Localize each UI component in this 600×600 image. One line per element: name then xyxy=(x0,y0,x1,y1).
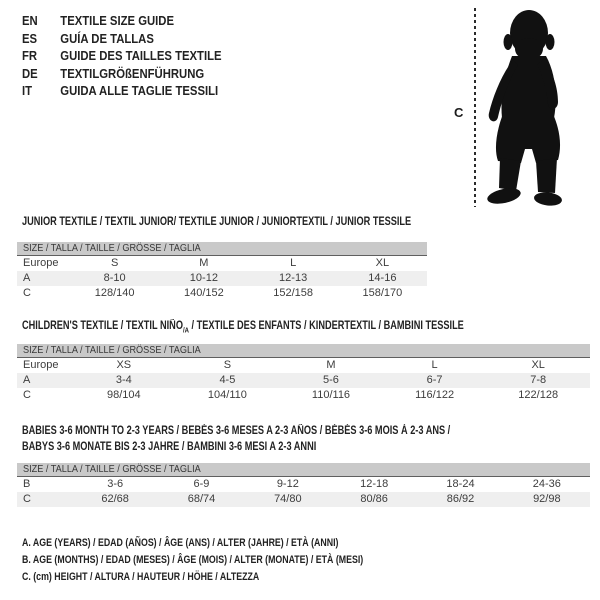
size-cell: 12-13 xyxy=(279,272,308,284)
size-cell: 3-4 xyxy=(115,374,132,386)
junior-size-header-bar xyxy=(17,242,427,256)
children-section-title-text xyxy=(22,320,464,334)
size-cell: 8-10 xyxy=(103,272,126,284)
row-label: C xyxy=(23,493,31,505)
table-row-height xyxy=(17,286,427,301)
table-row-height xyxy=(17,388,590,403)
size-cell: 3-6 xyxy=(107,478,124,490)
title-subscript: /A xyxy=(182,325,189,335)
language-code: IT xyxy=(22,83,33,98)
title-pre: CHILDREN'S TEXTILE / TEXTIL NIÑO xyxy=(22,320,183,332)
table-row-europe xyxy=(17,358,590,373)
size-cell: 6-7 xyxy=(426,374,443,386)
legend-line-b: B. AGE (MONTHS) / EDAD (MESES) / ÂGE (MOIS) / ALTER (MONATE) / ETÀ (MESI) xyxy=(22,554,364,567)
size-cell: 158/170 xyxy=(362,287,403,299)
size-cell: 80/86 xyxy=(360,493,388,505)
size-cell: 9-12 xyxy=(276,478,299,490)
legend-line-a: A. AGE (YEARS) / EDAD (AÑOS) / ÂGE (ANS) / ALTER (JAHRE) / ETÀ (ANNI) xyxy=(22,537,339,549)
language-code: DE xyxy=(22,65,38,81)
title-post: / TEXTILE DES ENFANTS / KINDERTEXTIL / BAMBINI TESSILE xyxy=(188,320,464,332)
size-cell: 122/128 xyxy=(518,389,559,401)
size-cell: 74/80 xyxy=(274,493,302,505)
size-cell: 110/116 xyxy=(311,389,351,401)
row-label: B xyxy=(23,478,31,490)
size-cell: 10-12 xyxy=(189,272,218,284)
legend xyxy=(22,535,449,587)
table-row-age xyxy=(17,373,590,388)
size-cell: 24-36 xyxy=(532,478,561,490)
babies-size-table xyxy=(17,463,590,507)
language-title: TEXTILGRÖßENFÜHRUNG xyxy=(60,65,205,81)
size-cell: 92/98 xyxy=(533,493,561,505)
size-cell: 18-24 xyxy=(446,478,475,490)
babies-title-line1: BABIES 3-6 MONTH TO 2-3 YEARS / BEBÉS 3-6 MESES A 2-3 AÑOS / BÉBÉS 3-6 MOIS À 2-3 ANS / xyxy=(22,425,451,437)
junior-section-title-text: JUNIOR TEXTILE / TEXTIL JUNIOR/ TEXTILE JUNIOR / JUNIORTEXTIL / JUNIOR TESSILE xyxy=(22,216,412,228)
language-row-de xyxy=(22,65,222,83)
language-code: EN xyxy=(22,13,38,28)
size-header-label: SIZE / TALLA / TAILLE / GRÖSSE / TAGLIA xyxy=(23,242,201,254)
size-cell: 6-9 xyxy=(193,478,210,490)
row-label: A xyxy=(23,272,31,284)
size-cell: M xyxy=(326,359,336,371)
language-row-fr xyxy=(22,47,222,65)
language-row-it xyxy=(22,82,222,100)
size-cell: S xyxy=(110,257,119,269)
row-label: Europe xyxy=(23,359,59,371)
language-list xyxy=(22,12,251,100)
size-cell: XL xyxy=(531,359,545,371)
size-cell: 104/110 xyxy=(207,389,247,401)
language-title: GUIDA ALLE TAGLIE TESSILI xyxy=(60,83,219,98)
table-row-height xyxy=(17,492,590,507)
language-row-en xyxy=(22,12,222,30)
junior-section-title xyxy=(22,216,508,228)
size-cell: 12-18 xyxy=(360,478,389,490)
language-title: GUÍA DE TALLAS xyxy=(60,30,154,46)
size-cell: 14-16 xyxy=(368,272,397,284)
height-marker-label: C xyxy=(454,105,464,120)
language-title: GUIDE DES TAILLES TEXTILE xyxy=(60,48,222,63)
table-row-age-months xyxy=(17,477,590,492)
language-code: ES xyxy=(22,30,38,46)
row-label: C xyxy=(23,287,31,299)
baby-silhouette xyxy=(485,8,571,208)
size-header-label: SIZE / TALLA / TAILLE / GRÖSSE / TAGLIA xyxy=(23,463,201,475)
size-cell: 152/158 xyxy=(273,287,313,299)
children-section-title xyxy=(22,320,574,334)
junior-size-table xyxy=(17,242,427,301)
size-cell: 140/152 xyxy=(183,287,224,299)
size-cell: 4-5 xyxy=(219,374,236,386)
row-label: A xyxy=(23,374,31,386)
size-cell: 116/122 xyxy=(415,389,455,401)
size-cell: 5-6 xyxy=(323,374,339,386)
table-row-age xyxy=(17,271,427,286)
row-label: Europe xyxy=(23,257,59,269)
size-cell: XS xyxy=(116,359,132,371)
row-label: C xyxy=(23,389,31,401)
legend-line-c: C. (cm) HEIGHT / ALTURA / HAUTEUR / HÖHE / ALTEZZA xyxy=(22,571,260,584)
size-cell: L xyxy=(290,257,297,269)
children-size-table xyxy=(17,344,590,403)
height-measure-line xyxy=(474,8,476,207)
children-size-header-bar xyxy=(17,344,590,358)
language-title: TEXTILE SIZE GUIDE xyxy=(60,13,175,28)
size-cell: 62/68 xyxy=(101,493,129,505)
language-row-es xyxy=(22,30,222,48)
language-code: FR xyxy=(22,48,38,63)
size-header-label: SIZE / TALLA / TAILLE / GRÖSSE / TAGLIA xyxy=(23,344,201,356)
babies-section-title xyxy=(22,423,557,455)
size-cell: XL xyxy=(375,257,390,269)
babies-size-header-bar xyxy=(17,463,590,477)
babies-title-line2: BABYS 3-6 MONATE BIS 2-3 JAHRE / BAMBINI 3-6 MESI A 2-3 ANNI xyxy=(22,441,317,453)
size-cell: 86/92 xyxy=(446,493,475,505)
size-cell: 68/74 xyxy=(187,493,216,505)
table-row-europe xyxy=(17,256,427,271)
size-cell: 7-8 xyxy=(530,374,547,386)
size-cell: L xyxy=(431,359,438,371)
size-cell: M xyxy=(199,257,209,269)
size-cell: 128/140 xyxy=(94,287,135,299)
size-cell: S xyxy=(223,359,232,371)
size-cell: 98/104 xyxy=(106,389,141,401)
